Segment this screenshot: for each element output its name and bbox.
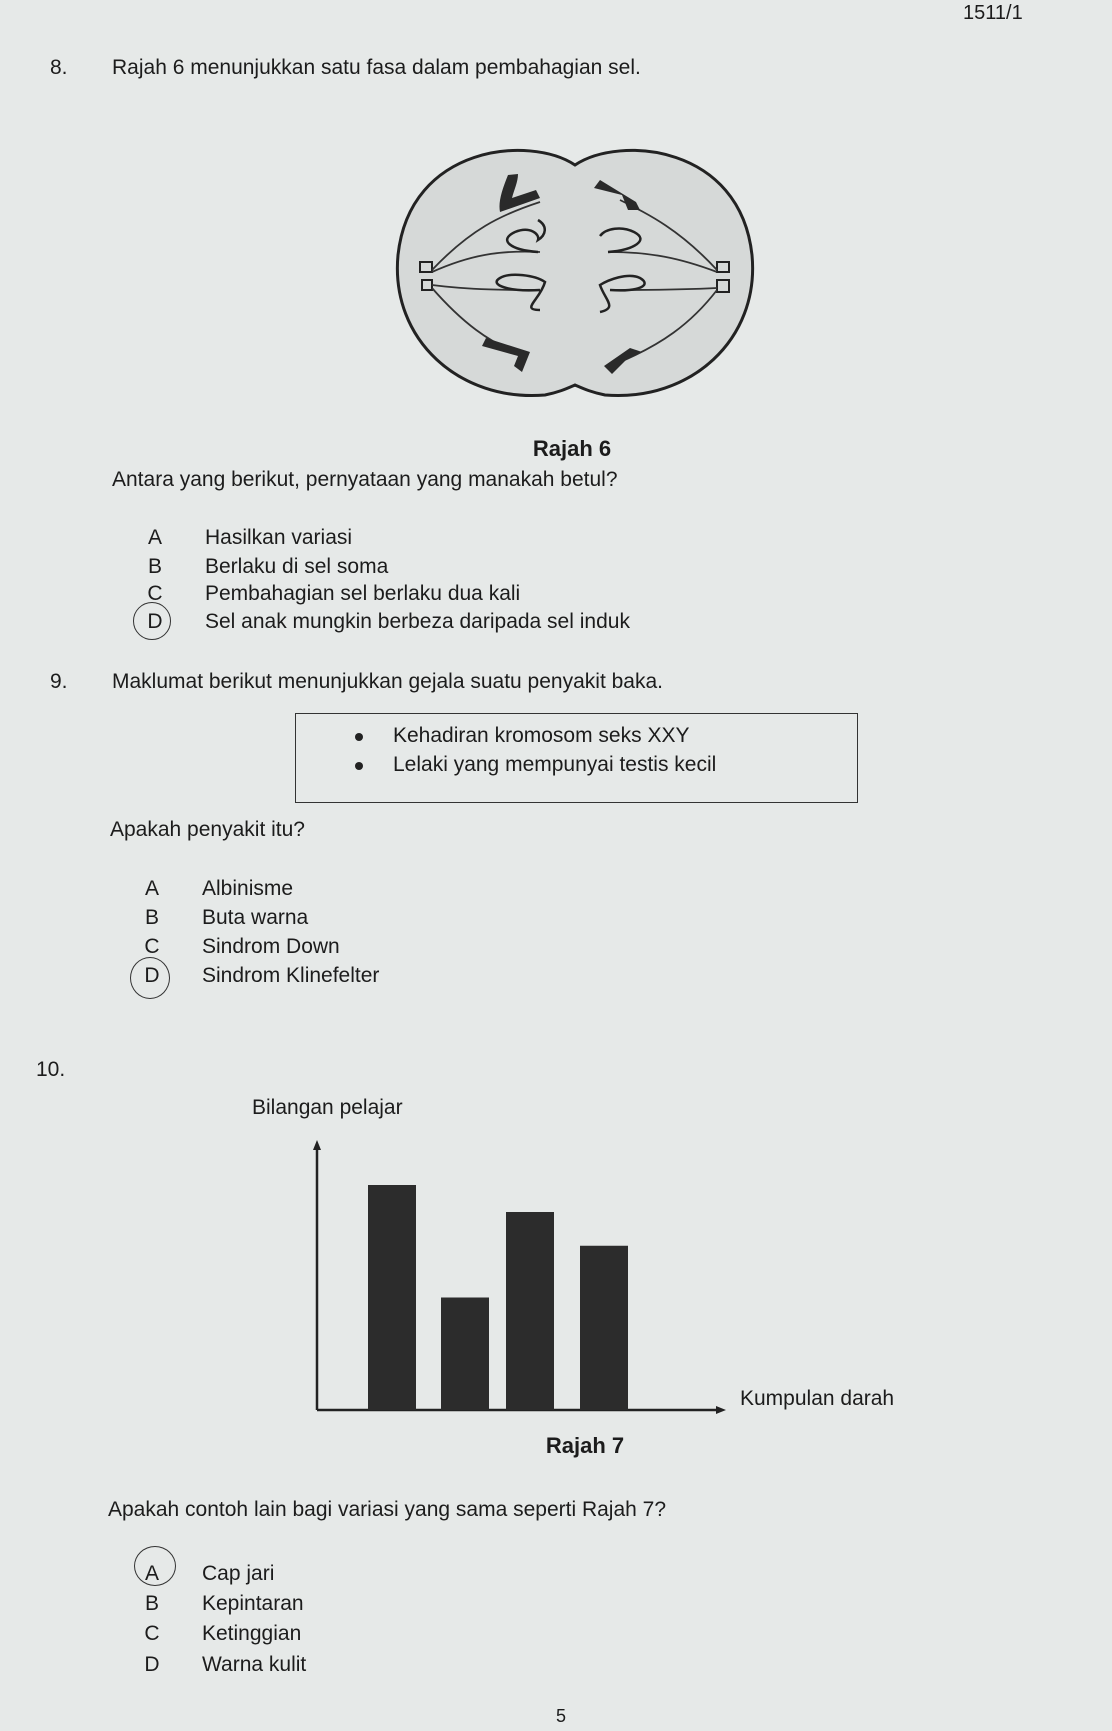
bar-4 [580, 1246, 628, 1410]
cell-division-diagram [390, 140, 760, 420]
option-letter: A [144, 877, 159, 900]
option-letter: D [144, 964, 160, 987]
option-text: Warna kulit [202, 1653, 307, 1676]
option-text: Ketinggian [202, 1622, 302, 1645]
rajah7-caption: Rajah 7 [545, 1433, 625, 1458]
option-text: Cap jari [202, 1562, 275, 1585]
option-letter: D [144, 1653, 160, 1676]
option-letter: B [144, 906, 159, 929]
option-text: Albinisme [202, 877, 294, 900]
bars-group [368, 1185, 628, 1410]
option-letter: C [144, 1622, 160, 1645]
bar-3 [506, 1212, 554, 1410]
y-axis-label: Bilangan pelajar [252, 1096, 403, 1119]
rajah6-caption: Rajah 6 [532, 436, 612, 461]
option-letter: D [147, 610, 163, 633]
option-text: Sindrom Klinefelter [202, 964, 380, 987]
option-text: Pembahagian sel berlaku dua kali [205, 582, 521, 605]
x-axis-label: Kumpulan darah [740, 1387, 895, 1410]
option-letter: A [147, 526, 162, 549]
option-letter: A [144, 1562, 159, 1585]
q8-stem: Rajah 6 menunjukkan satu fasa dalam pembahagian sel. [112, 56, 641, 79]
bar-2 [441, 1298, 489, 1411]
q8-number: 8. [50, 56, 68, 79]
q9-stem: Maklumat berikut menunjukkan gejala suatu penyakit baka. [112, 670, 663, 693]
option-letter: C [144, 935, 160, 958]
bullet-icon [355, 733, 363, 741]
option-letter: C [147, 582, 163, 605]
bar-chart [240, 1090, 940, 1450]
option-text: Sel anak mungkin berbeza daripada sel induk [205, 610, 630, 633]
q9-number: 9. [50, 670, 68, 693]
bar-1 [368, 1185, 416, 1410]
q9-question: Apakah penyakit itu? [110, 818, 305, 841]
page-footer-mark: 5 [556, 1706, 567, 1726]
option-letter: B [147, 555, 162, 578]
option-letter: B [144, 1592, 159, 1615]
option-text: Kepintaran [202, 1592, 304, 1615]
x-axis-arrow-icon [716, 1406, 726, 1414]
option-text: Hasilkan variasi [205, 526, 353, 549]
option-text: Sindrom Down [202, 935, 340, 958]
q10-number: 10. [36, 1058, 66, 1081]
option-text: Buta warna [202, 906, 309, 929]
y-axis-arrow-icon [313, 1140, 321, 1150]
q10-question: Apakah contoh lain bagi variasi yang sama seperti Rajah 7? [108, 1498, 667, 1521]
bullet-icon [355, 762, 363, 770]
q8-question: Antara yang berikut, pernyataan yang manakah betul? [112, 468, 618, 491]
option-text: Berlaku di sel soma [205, 555, 389, 578]
paper-code: 1511/1 [963, 2, 1023, 24]
